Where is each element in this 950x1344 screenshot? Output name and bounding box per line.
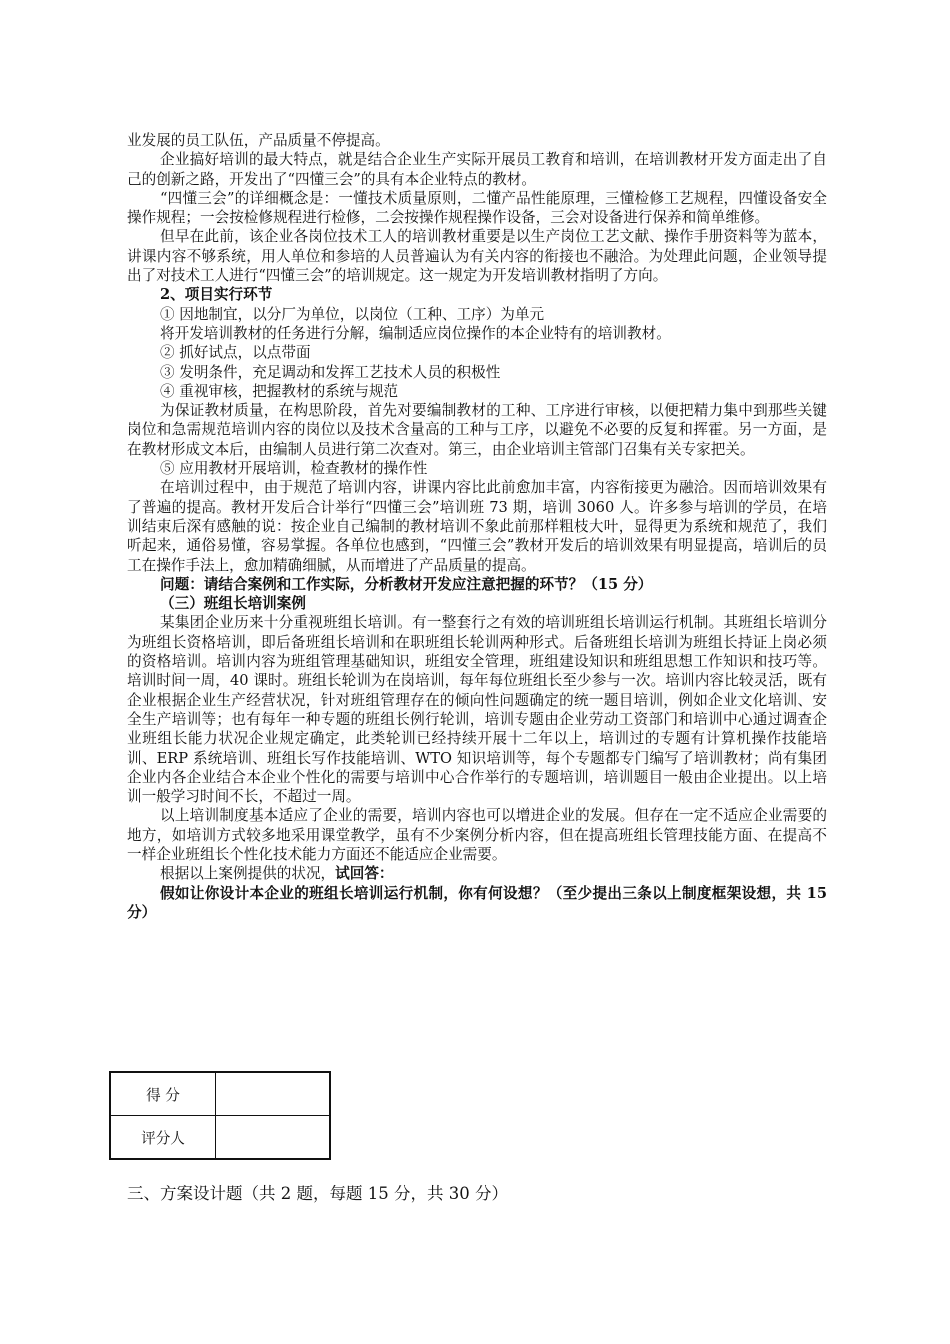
body-paragraph: 为保证教材质量，在构思阶段，首先对要编制教材的工种、工序进行审核，以便把精力集中到那些关键岗位和急需规范培训内容的岗位以及技术含量高的工种与工序，以避免不必要的反复和挥霍。另一方面，是在教材形成文本后，由编制人员进行第二次查对。第三，由企业培训主管部门召集有关专家把关。 <box>127 402 827 458</box>
score-label: 得 分 <box>110 1072 216 1116</box>
body-paragraph: 将开发培训教材的任务进行分解，编制适应岗位操作的本企业特有的培训教材。 <box>160 324 671 342</box>
document-body <box>127 131 827 922</box>
body-paragraph: “四懂三会”的详细概念是：一懂技术质量原则，二懂产品性能原理，三懂检修工艺规程，四懂设备安全操作规程；一会按检修规程进行检修，二会按操作规程操作设备，三会对设备进行保养和简单维修。 <box>127 189 827 227</box>
body-paragraph: 但早在此前，该企业各岗位技术工人的培训教材重要是以生产岗位工艺文献、操作手册资料等为蓝本，讲课内容不够系统，用人单位和参培的人员普遍认为有关内容的衔接也不融洽。为处理此问题，企业领导提出了对技术工人进行“四懂三会”的培训规定。这一规定为开发培训教材指明了方向。 <box>127 228 827 285</box>
question-prompt-text: 根据以上案例提供的状况， <box>160 865 336 883</box>
body-paragraph: ⑤ 应用教材开展培训，检查教材的操作性 <box>160 460 428 478</box>
score-table <box>109 1071 331 1160</box>
final-question: 假如让你设计本企业的班组长培训运行机制，你有何设想？（至少提出三条以上制度框架设想，共 15 分） <box>127 884 827 921</box>
body-paragraph: ④ 重视审核，把握教材的系统与规范 <box>160 382 399 400</box>
question-prompt-bold: 试回答： <box>335 865 394 883</box>
body-paragraph: 在培训过程中，由于规范了培训内容，讲课内容比此前愈加丰富，内容衔接更为融洽。因而培训效果有了普遍的提高。教材开发后合计举行“四懂三会”培训班 73 期，培训 3060 人。许多参与培训的学员，在培训结束后深有感触的说：按企业自己编制的教材培训不象此前那样粗枝大叶，显得更为系统和规范了，我们听起来，通俗易懂，容易掌握。各单位也感到，“四懂三会”教材开发后的培训效果有明显提高，培训后的员工在操作手法上，愈加精确细腻，从而增进了产品质量的提高。 <box>127 479 827 574</box>
question-prompt-line <box>127 864 827 883</box>
body-paragraph: ② 抓好试点，以点带面 <box>160 344 311 362</box>
paragraph-list <box>127 131 827 864</box>
body-paragraph: 业发展的员工队伍，产品质量不停提高。 <box>127 132 390 149</box>
body-paragraph: 以上培训制度基本适应了企业的需要，培训内容也可以增进企业的发展。但存在一定不适应企业需要的地方，如培训方式较多地采用课堂教学，虽有不少案例分析内容，但在提高班组长管理技能方面、在提高不一样企业班组长个性化技术能力方面还不能适应企业需要。 <box>127 807 827 863</box>
grader-label: 评分人 <box>110 1116 216 1160</box>
score-value-cell[interactable] <box>216 1072 331 1116</box>
grader-value-cell[interactable] <box>216 1116 331 1160</box>
body-paragraph: ① 因地制宜，以分厂为单位，以岗位（工种、工序）为单元 <box>160 305 545 323</box>
score-row <box>110 1072 330 1116</box>
section-3-title: 三、方案设计题（共 2 题，每题 15 分，共 30 分） <box>127 1184 508 1203</box>
body-paragraph: 某集团企业历来十分重视班组长培训。有一整套行之有效的培训班组长培训运行机制。其班组长培训分为班组长资格培训，即后备班组长培训和在职班组长轮训两种形式。后备班组长培训为班组长持证上岗必须的资格培训。培训内容为班组管理基础知识，班组安全管理，班组建设知识和班组思想工作知识和技巧等。培训时间一周，40 课时。班组长轮训为在岗培训，每年每位班组长至少参与一次。培训内容比较灵活，既有企业根据企业生产经营状况，针对班组管理存在的倾向性问题确定的统一题目培训，例如企业文化培训、安全生产培训等；也有每年一种专题的班组长例行轮训，培训专题由企业劳动工资部门和培训中心通过调查企业班组长能力状况企业规定确定，此类轮训已经持续开展十二年以上，培训过的专题有计算机操作技能培训、ERP 系统培训、班组长写作技能培训、WTO 知识培训等，每个专题都专门编写了培训教材；尚有集团企业内各企业结合本企业个性化的需要与培训中心合作举行的专题培训，培训题目一般由企业提出。以上培训一般学习时间不长，不超过一周。 <box>127 614 827 806</box>
grader-row <box>110 1116 330 1160</box>
heading-paragraph: （三）班组长培训案例 <box>160 595 306 613</box>
body-paragraph: 企业搞好培训的最大特点，就是结合企业生产实际开展员工教育和培训，在培训教材开发方面走出了自己的创新之路，开发出了“四懂三会”的具有本企业特点的教材。 <box>127 151 827 188</box>
heading-paragraph: 2、项目实行环节 <box>160 286 273 304</box>
heading-paragraph: 问题：请结合案例和工作实际，分析教材开发应注意把握的环节？（15 分） <box>160 575 653 593</box>
body-paragraph: ③ 发明条件，充足调动和发挥工艺技术人员的积极性 <box>160 363 501 381</box>
